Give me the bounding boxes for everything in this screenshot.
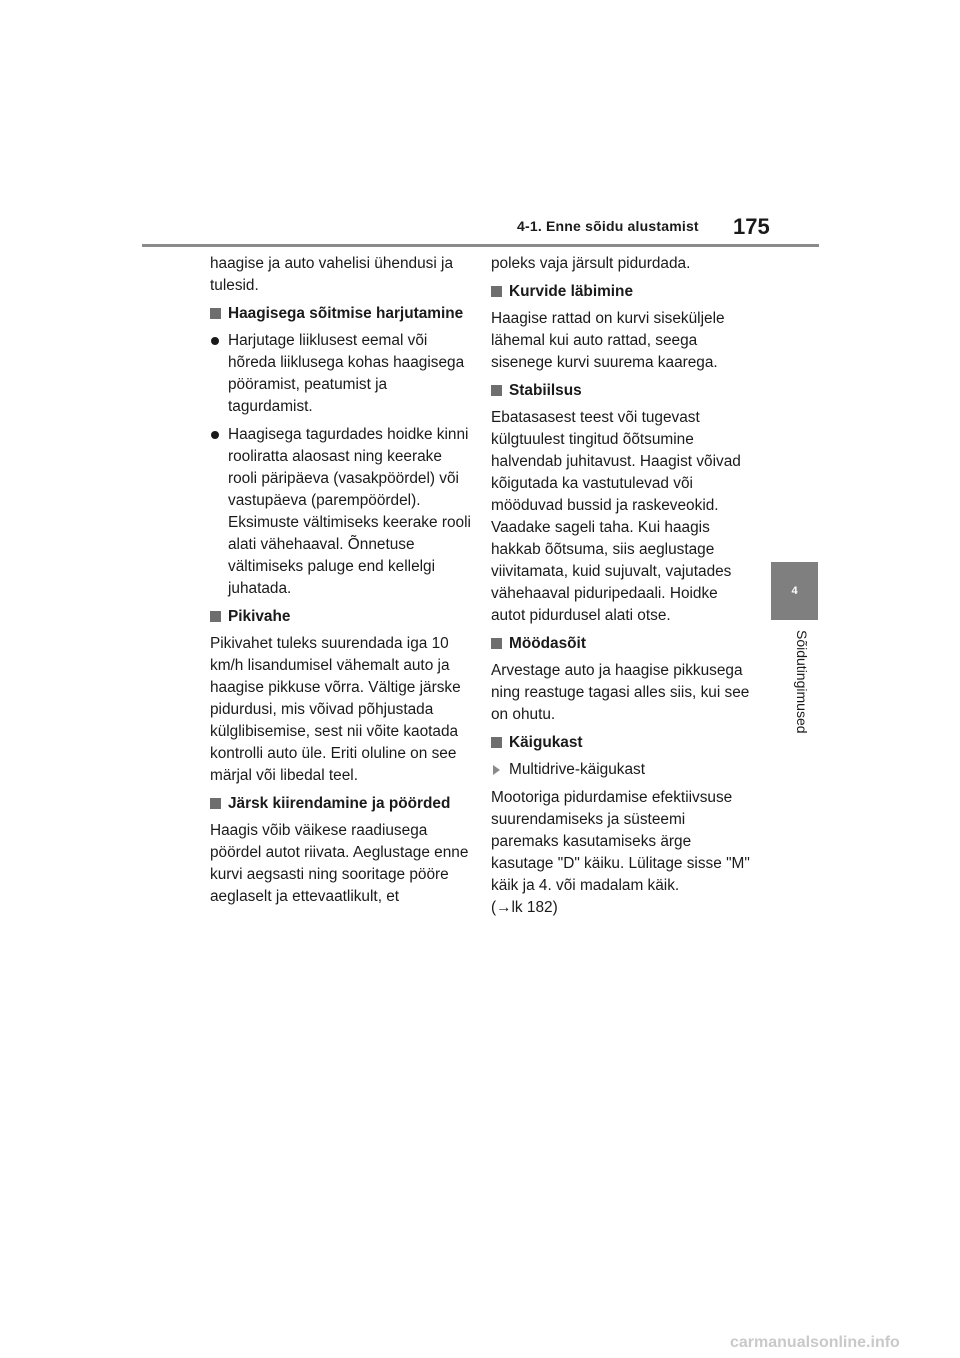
bullet-item: Harjutage liiklusest eemal või hõreda liiklusega kohas haagisega pööramist, peatumist ja tagurdamist. bbox=[210, 330, 472, 418]
paragraph-distance: Pikivahet tuleks suurendada iga 10 km/h lisandumisel vähemalt auto ja haagise pikkuse võrra. Vältige järske pidurdusi, mis võivad põhjustada külglibisemise, sest nii võite kaotada kontrolli auto üle. Eriti oluline on see märjal või libedal teel. bbox=[210, 635, 461, 784]
heading-sudden: Järsk kiirendamine ja pöörded bbox=[210, 793, 472, 815]
square-bullet-icon bbox=[491, 385, 502, 396]
square-bullet-icon bbox=[210, 798, 221, 809]
paragraph-gear: Mootoriga pidurdamise efektiivsuse suurendamiseks ja süsteemi paremaks kasutamiseks ärge kasutage "D" käiku. Lülitage sisse "M" käik ja 4. või madalam käik. bbox=[491, 789, 750, 894]
square-bullet-icon bbox=[491, 737, 502, 748]
square-bullet-icon bbox=[491, 638, 502, 649]
heading-practice: Haagisega sõitmise harjutamine bbox=[210, 303, 472, 325]
triangle-arrow-icon bbox=[493, 765, 500, 775]
chapter-label: Sõidutingimused bbox=[794, 630, 810, 734]
square-bullet-icon bbox=[210, 308, 221, 319]
paragraph-curves: Haagise rattad on kurvi siseküljele lähemal kui auto rattad, seega sisenege kurvi suurema kaarega. bbox=[491, 310, 725, 371]
square-bullet-icon bbox=[491, 286, 502, 297]
heading-overtake: Möödasõit bbox=[491, 633, 753, 655]
heading-gear: Käigukast bbox=[491, 732, 753, 754]
heading-stability: Stabiilsus bbox=[491, 380, 753, 402]
section-title: 4-1. Enne sõidu alustamist bbox=[517, 218, 699, 234]
right-column bbox=[491, 253, 753, 925]
page-reference-link[interactable]: (→lk 182) bbox=[491, 899, 558, 916]
page-number: 175 bbox=[733, 214, 770, 239]
chapter-tab bbox=[771, 562, 818, 620]
chapter-number: 4 bbox=[791, 585, 798, 597]
paragraph-sudden: Haagis võib väikese raadiusega pöördel autot riivata. Aeglustage enne kurvi aegsasti ning sooritage pööre aeglaselt ja ettevaatlikult, et bbox=[210, 822, 469, 905]
header-rule bbox=[142, 244, 819, 247]
arrow-item: Multidrive-käigukast bbox=[491, 759, 753, 781]
left-column bbox=[210, 253, 472, 914]
paragraph-continue: poleks vaja järsult pidurdada. bbox=[491, 255, 691, 272]
heading-distance: Pikivahe bbox=[210, 606, 472, 628]
intro-paragraph: haagise ja auto vahelisi ühendusi ja tulesid. bbox=[210, 255, 454, 294]
paragraph-stability: Ebatasasest teest või tugevast külgtuulest tingitud õõtsumine halvendab juhitavust. Haagist võivad kõigutada ka vastutulevad või mööduvad bussid ja raskeveokid. Vaadake sageli taha. Kui haagis hakkab õõtsuma, siis aeglustage viivitamata, kuid sujuvalt, vajutades vähehaaval piduripedaali. Hoidke autot pidurdusel alati otse. bbox=[491, 409, 741, 624]
square-bullet-icon bbox=[210, 611, 221, 622]
heading-curves: Kurvide läbimine bbox=[491, 281, 753, 303]
paragraph-overtake: Arvestage auto ja haagise pikkusega ning reastuge tagasi alles siis, kui see on ohutu. bbox=[491, 662, 750, 723]
bullet-item: Haagisega tagurdades hoidke kinni rooliratta alaosast ning keerake rooli päripäeva (vasakpöördel) või vastupäeva (parempöördel). Eksimuste vältimiseks keerake rooli alati vähehaaval. Õnnetuse vältimiseks paluge end kellelgi juhatada. bbox=[210, 424, 472, 600]
dot-bullet-icon bbox=[211, 337, 219, 345]
dot-bullet-icon bbox=[211, 431, 219, 439]
watermark: carmanualsonline.info bbox=[730, 1334, 900, 1351]
